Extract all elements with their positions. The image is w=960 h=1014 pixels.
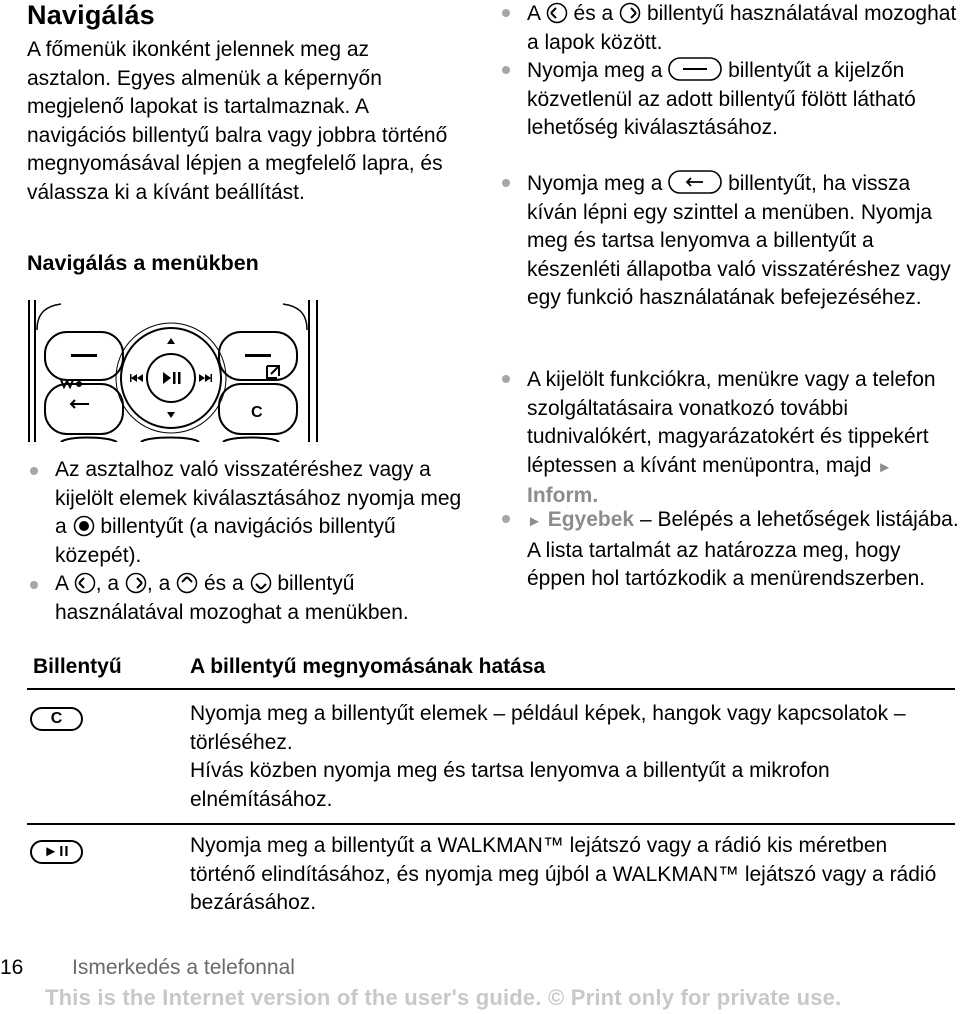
nav-left-icon [546, 2, 568, 24]
nav-up-icon [176, 572, 198, 594]
nav-right-icon [619, 2, 641, 24]
nav-center-select-icon [73, 515, 95, 537]
play-pause-key-icon: ►II [30, 840, 83, 864]
table-cell: Hívás közben nyomja meg és tartsa lenyomva a billentyűt a mikrofon elnémításához. [190, 759, 830, 811]
bullet-text: és a [573, 2, 614, 25]
bullet-text: A kijelölt funkciókra, menükre vagy a telefon szolgáltatásaira vonatkozó további tudnivalókért, magyarázatokért és tippekért léptessen a kívánt menüpontra, majd [527, 368, 936, 477]
rewind-icon [130, 374, 143, 382]
menu-link-egyebek: Egyebek [547, 508, 635, 531]
nav-right-icon [125, 572, 147, 594]
table-header-effect: A billentyű megnyomásának hatása [190, 655, 546, 678]
menu-arrow-icon: ► [527, 513, 542, 530]
menu-arrow-icon: ► [877, 458, 893, 476]
bullet-text: billentyűt, ha vissza kíván lépni egy szinttel a menüben. Nyomja meg és tartsa lenyomva a billentyűt a készenléti állapotba való visszatéréshez vagy egy funkció használatának befejezéséhez. [527, 172, 951, 309]
bullet-text: billentyű használatával mozoghat a lapok között. [527, 2, 957, 54]
bullet-text: A [55, 572, 68, 595]
back-arrow-icon [71, 400, 89, 408]
bullet-text: billentyűt (a navigációs billentyű közepét). [55, 515, 396, 567]
bullet-text: A [527, 2, 540, 25]
table-row [190, 832, 950, 918]
footer-notice: This is the Internet version of the user's guide. © Print only for private use. [45, 985, 842, 1010]
list-item [500, 366, 960, 511]
bullet-text: Nyomja meg a [527, 59, 663, 82]
table-header-key: Billentyű [33, 655, 122, 678]
bullet-text: Az asztalhoz való visszatéréshez vagy a kijelölt elemek kiválasztásához nyomja meg a [55, 458, 462, 538]
list-item [500, 57, 960, 143]
back-key [45, 384, 123, 434]
page-number: 16 [0, 956, 24, 979]
soft-right-dash-icon [245, 354, 271, 357]
list-item [500, 506, 960, 594]
table-header-rule [27, 688, 955, 690]
c-key-icon: C [251, 404, 263, 421]
back-key-icon [668, 170, 722, 194]
menu-link-inform: Inform. [527, 484, 599, 507]
table-row [190, 700, 950, 814]
table-row-rule [27, 823, 955, 825]
bullet-text: Nyomja meg a [527, 172, 663, 195]
table-cell: Nyomja meg a billentyűt elemek – például képek, hangok vagy kapcsolatok – törléséhez. [190, 702, 906, 754]
bullet-text: , a [146, 572, 171, 595]
bullet-text: billentyű használatával mozoghat a menükben. [55, 572, 409, 624]
page-title: Navigálás [27, 0, 155, 30]
table-cell: Nyomja meg a billentyűt a WALKMAN™ lejátszó vagy a rádió kis méretben történő elindításához, és nyomja meg újból a WALKMAN™ lejátszó vagy a rádió bezárásához. [190, 834, 937, 914]
bullet-text: billentyűt a kijelzőn közvetlenül az adott billentyű fölött látható lehetőség kiválasztásához. [527, 59, 916, 139]
fast-forward-icon [199, 374, 212, 382]
c-key-icon: C [30, 707, 83, 731]
soft-left-dash-icon [71, 354, 97, 357]
bullet-text: és a [203, 572, 244, 595]
intro-paragraph: A főmenük ikonként jelennek meg az asztalon. Egyes almenük a képernyőn megjelenő lapokat is tartalmaznak. A navigációs billentyű balra vagy jobbra történő megnyomásával lépjen a megfelelő lapra, és válassza ki a kívánt beállítást. [27, 38, 448, 204]
list-item [27, 570, 467, 627]
footer-section: Ismerkedés a telefonnal [72, 956, 295, 979]
list-item [500, 0, 960, 57]
nav-up-icon [167, 338, 175, 344]
list-item [27, 456, 467, 570]
nav-left-icon [74, 572, 96, 594]
nav-down-icon [167, 412, 175, 418]
bullet-text: , a [95, 572, 120, 595]
bullet-text: – Belépés a lehetőségek listájába. A lista tartalmát az határozza meg, hogy éppen hol tartózkodik a menürendszerben. [527, 508, 959, 590]
activity-menu-icon [267, 366, 279, 378]
soft-key-dash-icon [668, 57, 722, 81]
nav-down-icon [250, 572, 272, 594]
section-subheading: Navigálás a menükben [27, 251, 259, 275]
list-item [500, 170, 960, 313]
play-pause-icon [163, 372, 171, 384]
keypad-illustration [27, 300, 327, 442]
